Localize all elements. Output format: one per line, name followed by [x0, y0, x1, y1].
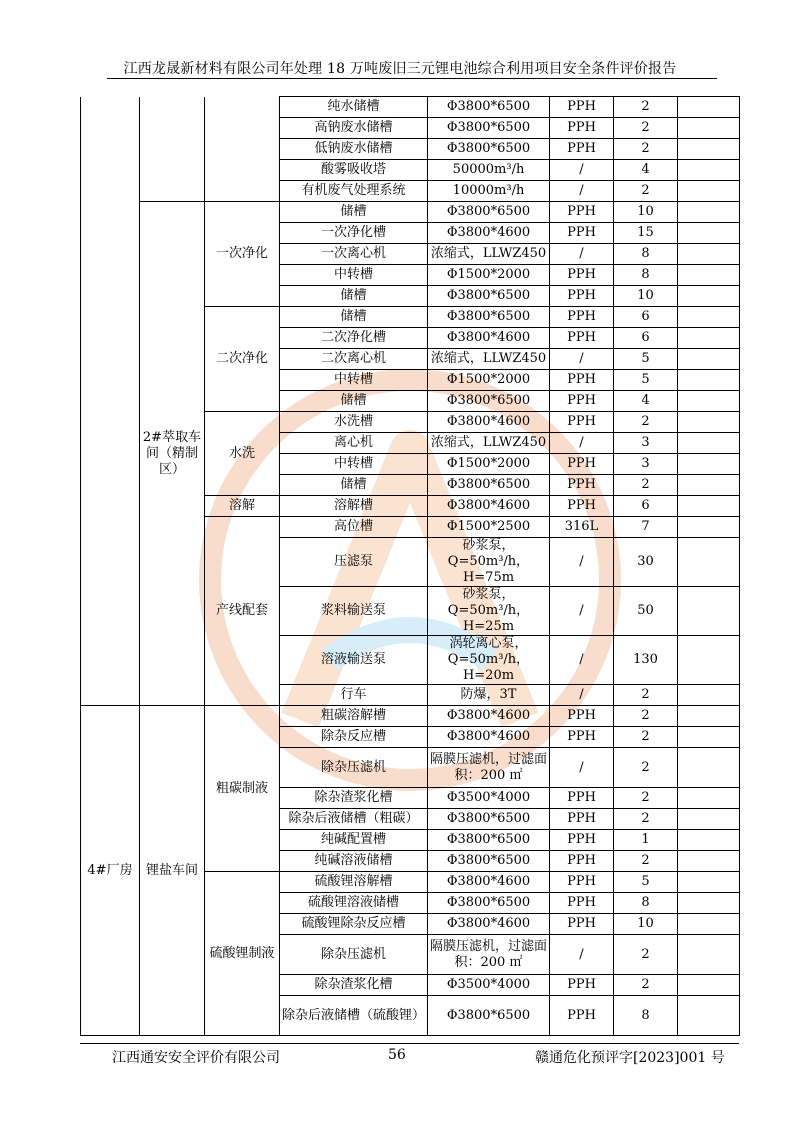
equipment-spec-cell: Φ3800*6500 — [428, 893, 550, 914]
quantity-cell: 8 — [614, 893, 678, 914]
equipment-spec-cell: Φ3800*4600 — [428, 328, 550, 349]
remark-cell — [678, 914, 740, 935]
table-row — [81, 97, 740, 118]
material-cell: PPH — [550, 286, 614, 307]
process-section-cell: 溶解 — [205, 496, 280, 517]
quantity-cell: 2 — [614, 139, 678, 160]
page-number: 56 — [388, 1047, 406, 1063]
material-cell: / — [550, 636, 614, 685]
document-number: 赣通危化预评字[2023]001 号 — [535, 1050, 725, 1066]
equipment-name-cell: 纯水储槽 — [280, 97, 428, 118]
footer-rule — [80, 1043, 739, 1044]
equipment-name-cell: 储槽 — [280, 475, 428, 496]
remark-cell — [678, 202, 740, 223]
equipment-spec-cell: 砂浆泵，Q=50m³/h，H=75m — [428, 538, 550, 587]
equipment-spec-cell: Φ1500*2000 — [428, 454, 550, 475]
equipment-spec-cell: Φ3800*4600 — [428, 412, 550, 433]
equipment-name-cell: 除杂反应槽 — [280, 727, 428, 748]
remark-cell — [678, 244, 740, 265]
quantity-cell: 10 — [614, 202, 678, 223]
remark-cell — [678, 935, 740, 975]
equipment-spec-cell: Φ3800*6500 — [428, 286, 550, 307]
quantity-cell: 6 — [614, 328, 678, 349]
quantity-cell: 2 — [614, 748, 678, 788]
equipment-name-cell: 高位槽 — [280, 517, 428, 538]
equipment-name-cell: 硫酸锂除杂反应槽 — [280, 914, 428, 935]
equipment-name-cell: 二次净化槽 — [280, 328, 428, 349]
remark-cell — [678, 328, 740, 349]
header-rule — [107, 78, 717, 79]
equipment-spec-cell: Φ1500*2000 — [428, 370, 550, 391]
equipment-name-cell: 纯碱溶液储槽 — [280, 851, 428, 872]
factory-4-cell: 4#厂房 — [81, 706, 140, 1036]
remark-cell — [678, 265, 740, 286]
equipment-name-cell: 高钠废水储槽 — [280, 118, 428, 139]
equipment-spec-cell: 砂浆泵，Q=50m³/h，H=25m — [428, 587, 550, 636]
remark-cell — [678, 727, 740, 748]
material-cell: PPH — [550, 265, 614, 286]
material-cell: PPH — [550, 412, 614, 433]
material-cell: PPH — [550, 118, 614, 139]
quantity-cell: 50 — [614, 587, 678, 636]
table-row — [81, 202, 740, 223]
equipment-spec-cell: Φ3800*4600 — [428, 914, 550, 935]
quantity-cell: 2 — [614, 788, 678, 809]
remark-cell — [678, 454, 740, 475]
equipment-spec-cell: Φ3800*6500 — [428, 830, 550, 851]
equipment-name-cell: 除杂渣浆化槽 — [280, 975, 428, 996]
remark-cell — [678, 636, 740, 685]
process-section-cell: 粗碳制液 — [205, 706, 280, 872]
material-cell: / — [550, 685, 614, 706]
quantity-cell: 3 — [614, 454, 678, 475]
remark-cell — [678, 788, 740, 809]
quantity-cell: 130 — [614, 636, 678, 685]
quantity-cell: 4 — [614, 391, 678, 412]
process-section-cell — [205, 97, 280, 202]
remark-cell — [678, 475, 740, 496]
equipment-spec-cell: 10000m³/h — [428, 181, 550, 202]
quantity-cell: 6 — [614, 307, 678, 328]
material-cell: / — [550, 244, 614, 265]
equipment-spec-cell: 浓缩式，LLWZ450 — [428, 433, 550, 454]
quantity-cell: 2 — [614, 975, 678, 996]
equipment-name-cell: 粗碳溶解槽 — [280, 706, 428, 727]
material-cell: PPH — [550, 475, 614, 496]
equipment-name-cell: 硫酸锂溶液储槽 — [280, 893, 428, 914]
remark-cell — [678, 433, 740, 454]
material-cell: / — [550, 160, 614, 181]
quantity-cell: 2 — [614, 685, 678, 706]
remark-cell — [678, 412, 740, 433]
material-cell: / — [550, 349, 614, 370]
equipment-spec-cell: Φ3800*6500 — [428, 97, 550, 118]
process-section-cell: 水洗 — [205, 412, 280, 496]
equipment-name-cell: 浆料输送泵 — [280, 587, 428, 636]
equipment-table — [80, 96, 740, 1036]
material-cell: PPH — [550, 914, 614, 935]
remark-cell — [678, 370, 740, 391]
material-cell: 316L — [550, 517, 614, 538]
material-cell: / — [550, 538, 614, 587]
remark-cell — [678, 286, 740, 307]
equipment-spec-cell: Φ3800*6500 — [428, 307, 550, 328]
material-cell: PPH — [550, 454, 614, 475]
remark-cell — [678, 830, 740, 851]
equipment-spec-cell: 防爆，3T — [428, 685, 550, 706]
quantity-cell: 8 — [614, 244, 678, 265]
quantity-cell: 2 — [614, 97, 678, 118]
equipment-name-cell: 压滤泵 — [280, 538, 428, 587]
equipment-name-cell: 储槽 — [280, 307, 428, 328]
remark-cell — [678, 496, 740, 517]
equipment-spec-cell: 浓缩式，LLWZ450 — [428, 349, 550, 370]
quantity-cell: 5 — [614, 349, 678, 370]
equipment-name-cell: 储槽 — [280, 286, 428, 307]
equipment-name-cell: 行车 — [280, 685, 428, 706]
equipment-spec-cell: Φ3800*6500 — [428, 139, 550, 160]
equipment-spec-cell: Φ1500*2000 — [428, 265, 550, 286]
remark-cell — [678, 975, 740, 996]
quantity-cell: 10 — [614, 914, 678, 935]
remark-cell — [678, 685, 740, 706]
quantity-cell: 2 — [614, 851, 678, 872]
remark-cell — [678, 349, 740, 370]
material-cell: PPH — [550, 872, 614, 893]
material-cell: PPH — [550, 97, 614, 118]
remark-cell — [678, 893, 740, 914]
equipment-spec-cell: 隔膜压滤机，过滤面积：200 ㎡ — [428, 748, 550, 788]
equipment-name-cell: 低钠废水储槽 — [280, 139, 428, 160]
equipment-name-cell: 硫酸锂溶解槽 — [280, 872, 428, 893]
remark-cell — [678, 517, 740, 538]
workshop-cell-top — [140, 97, 205, 202]
quantity-cell: 15 — [614, 223, 678, 244]
material-cell: / — [550, 433, 614, 454]
equipment-spec-cell: Φ3800*6500 — [428, 851, 550, 872]
quantity-cell: 2 — [614, 935, 678, 975]
quantity-cell: 5 — [614, 872, 678, 893]
material-cell: / — [550, 748, 614, 788]
equipment-spec-cell: Φ3800*6500 — [428, 475, 550, 496]
equipment-name-cell: 除杂渣浆化槽 — [280, 788, 428, 809]
equipment-name-cell: 除杂后液储槽（粗碳） — [280, 809, 428, 830]
material-cell: / — [550, 587, 614, 636]
remark-cell — [678, 118, 740, 139]
equipment-spec-cell: Φ3800*6500 — [428, 391, 550, 412]
equipment-name-cell: 除杂压滤机 — [280, 935, 428, 975]
equipment-name-cell: 离心机 — [280, 433, 428, 454]
equipment-name-cell: 一次净化槽 — [280, 223, 428, 244]
page-header-title: 江西龙晟新材料有限公司年处理 18 万吨废旧三元锂电池综合利用项目安全条件评价报告 — [123, 61, 677, 77]
material-cell: PPH — [550, 496, 614, 517]
equipment-name-cell: 除杂后液储槽（硫酸锂） — [280, 996, 428, 1036]
extraction-workshop-cell: 2#萃取车间（精制区） — [140, 202, 205, 706]
material-cell: PPH — [550, 893, 614, 914]
remark-cell — [678, 748, 740, 788]
equipment-spec-cell: Φ3800*6500 — [428, 809, 550, 830]
material-cell: PPH — [550, 809, 614, 830]
equipment-spec-cell: Φ3800*6500 — [428, 118, 550, 139]
equipment-name-cell: 储槽 — [280, 202, 428, 223]
remark-cell — [678, 223, 740, 244]
remark-cell — [678, 872, 740, 893]
material-cell: PPH — [550, 370, 614, 391]
remark-cell — [678, 996, 740, 1036]
quantity-cell: 2 — [614, 412, 678, 433]
remark-cell — [678, 538, 740, 587]
quantity-cell: 2 — [614, 181, 678, 202]
quantity-cell: 2 — [614, 706, 678, 727]
quantity-cell: 30 — [614, 538, 678, 587]
equipment-name-cell: 一次离心机 — [280, 244, 428, 265]
material-cell: PPH — [550, 830, 614, 851]
quantity-cell: 4 — [614, 160, 678, 181]
equipment-name-cell: 溶液输送泵 — [280, 636, 428, 685]
material-cell: PPH — [550, 788, 614, 809]
equipment-spec-cell: Φ3800*6500 — [428, 202, 550, 223]
remark-cell — [678, 851, 740, 872]
equipment-spec-cell: Φ3800*4600 — [428, 727, 550, 748]
quantity-cell: 6 — [614, 496, 678, 517]
remark-cell — [678, 160, 740, 181]
quantity-cell: 2 — [614, 809, 678, 830]
quantity-cell: 1 — [614, 830, 678, 851]
quantity-cell: 2 — [614, 475, 678, 496]
equipment-spec-cell: Φ3800*4600 — [428, 223, 550, 244]
material-cell: PPH — [550, 139, 614, 160]
material-cell: PPH — [550, 996, 614, 1036]
material-cell: PPH — [550, 851, 614, 872]
equipment-name-cell: 水洗槽 — [280, 412, 428, 433]
equipment-name-cell: 酸雾吸收塔 — [280, 160, 428, 181]
remark-cell — [678, 307, 740, 328]
material-cell: / — [550, 935, 614, 975]
equipment-name-cell: 中转槽 — [280, 454, 428, 475]
equipment-spec-cell: 浓缩式，LLWZ450 — [428, 244, 550, 265]
equipment-name-cell: 中转槽 — [280, 265, 428, 286]
footer-company: 江西通安安全评价有限公司 — [112, 1050, 280, 1066]
remark-cell — [678, 706, 740, 727]
factory-cell-top — [81, 97, 140, 706]
material-cell: / — [550, 181, 614, 202]
remark-cell — [678, 809, 740, 830]
equipment-spec-cell: 50000m³/h — [428, 160, 550, 181]
quantity-cell: 8 — [614, 996, 678, 1036]
process-section-cell: 产线配套 — [205, 517, 280, 706]
equipment-spec-cell: Φ3800*4600 — [428, 872, 550, 893]
material-cell: PPH — [550, 727, 614, 748]
equipment-spec-cell: Φ1500*2500 — [428, 517, 550, 538]
material-cell: PPH — [550, 202, 614, 223]
quantity-cell: 2 — [614, 118, 678, 139]
equipment-name-cell: 纯碱配置槽 — [280, 830, 428, 851]
table-row — [81, 706, 740, 727]
equipment-name-cell: 有机废气处理系统 — [280, 181, 428, 202]
equipment-spec-cell: 隔膜压滤机，过滤面积：200 ㎡ — [428, 935, 550, 975]
equipment-name-cell: 储槽 — [280, 391, 428, 412]
remark-cell — [678, 391, 740, 412]
equipment-spec-cell: 涡轮离心泵，Q=50m³/h，H=20m — [428, 636, 550, 685]
material-cell: PPH — [550, 706, 614, 727]
quantity-cell: 8 — [614, 265, 678, 286]
process-section-cell: 一次净化 — [205, 202, 280, 307]
equipment-spec-cell: Φ3500*4000 — [428, 788, 550, 809]
material-cell: PPH — [550, 307, 614, 328]
equipment-spec-cell: Φ3800*4600 — [428, 496, 550, 517]
quantity-cell: 10 — [614, 286, 678, 307]
remark-cell — [678, 181, 740, 202]
equipment-spec-cell: Φ3500*4000 — [428, 975, 550, 996]
quantity-cell: 3 — [614, 433, 678, 454]
equipment-name-cell: 除杂压滤机 — [280, 748, 428, 788]
material-cell: PPH — [550, 223, 614, 244]
equipment-name-cell: 中转槽 — [280, 370, 428, 391]
remark-cell — [678, 587, 740, 636]
material-cell: PPH — [550, 975, 614, 996]
equipment-spec-cell: Φ3800*6500 — [428, 996, 550, 1036]
material-cell: PPH — [550, 391, 614, 412]
quantity-cell: 2 — [614, 727, 678, 748]
equipment-name-cell: 溶解槽 — [280, 496, 428, 517]
process-section-cell: 硫酸锂制液 — [205, 872, 280, 1036]
quantity-cell: 5 — [614, 370, 678, 391]
lithium-salt-workshop-cell: 锂盐车间 — [140, 706, 205, 1036]
equipment-name-cell: 二次离心机 — [280, 349, 428, 370]
remark-cell — [678, 139, 740, 160]
equipment-spec-cell: Φ3800*4600 — [428, 706, 550, 727]
remark-cell — [678, 97, 740, 118]
process-section-cell: 二次净化 — [205, 307, 280, 412]
quantity-cell: 7 — [614, 517, 678, 538]
material-cell: PPH — [550, 328, 614, 349]
